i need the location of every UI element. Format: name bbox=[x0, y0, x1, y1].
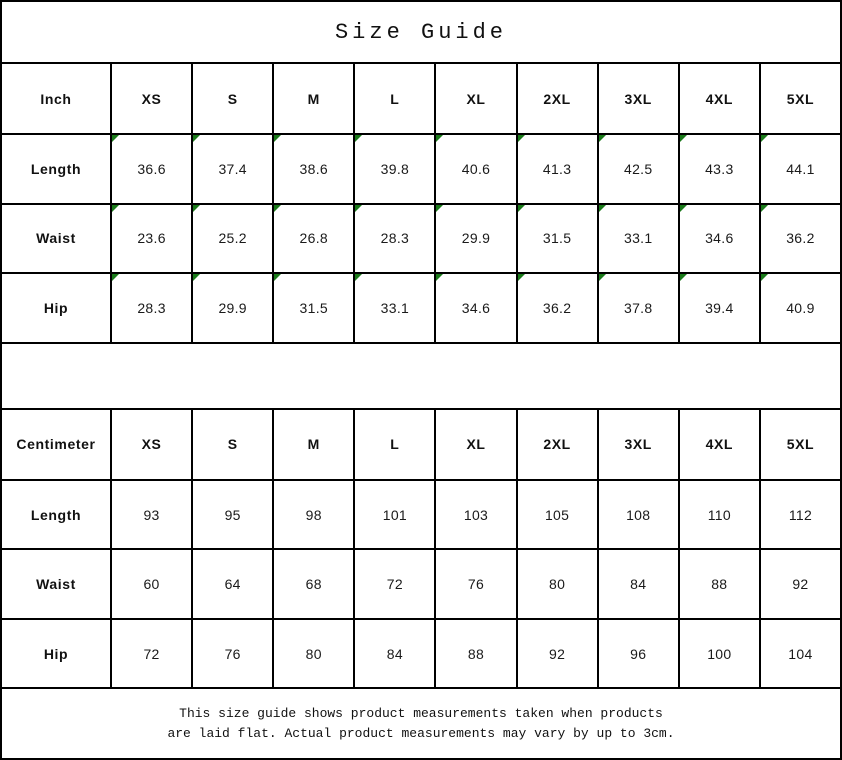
footer-note-line1: This size guide shows product measurements taken when products bbox=[179, 706, 663, 722]
cm-waist-value: 84 bbox=[598, 549, 679, 619]
size-header-4xl: 4XL bbox=[679, 409, 760, 480]
inch-waist-value: 28.3 bbox=[354, 204, 435, 274]
page-title: Size Guide bbox=[1, 1, 841, 63]
size-header-m: M bbox=[273, 409, 354, 480]
cm-length-value: 105 bbox=[517, 480, 598, 550]
inch-hip-value: 40.9 bbox=[760, 273, 841, 343]
cm-hip-row bbox=[1, 619, 841, 689]
inch-length-value: 36.6 bbox=[111, 134, 192, 204]
title-row bbox=[1, 1, 841, 63]
inch-waist-value: 29.9 bbox=[435, 204, 516, 274]
cm-header-row bbox=[1, 409, 841, 480]
inch-length-value: 41.3 bbox=[517, 134, 598, 204]
size-header-m: M bbox=[273, 63, 354, 134]
inch-unit-header: Inch bbox=[1, 63, 111, 134]
row-label-length: Length bbox=[1, 480, 111, 550]
cm-hip-value: 88 bbox=[435, 619, 516, 689]
cm-waist-value: 92 bbox=[760, 549, 841, 619]
cm-hip-value: 92 bbox=[517, 619, 598, 689]
cm-waist-value: 64 bbox=[192, 549, 273, 619]
footer-note bbox=[1, 688, 841, 759]
cm-waist-value: 88 bbox=[679, 549, 760, 619]
inch-waist-value: 36.2 bbox=[760, 204, 841, 274]
size-header-2xl: 2XL bbox=[517, 63, 598, 134]
inch-length-value: 40.6 bbox=[435, 134, 516, 204]
inch-length-value: 37.4 bbox=[192, 134, 273, 204]
inch-hip-value: 31.5 bbox=[273, 273, 354, 343]
cm-hip-value: 96 bbox=[598, 619, 679, 689]
row-label-hip: Hip bbox=[1, 619, 111, 689]
inch-waist-value: 33.1 bbox=[598, 204, 679, 274]
cm-hip-value: 76 bbox=[192, 619, 273, 689]
size-header-3xl: 3XL bbox=[598, 409, 679, 480]
spacer-row bbox=[1, 343, 841, 410]
cm-waist-value: 60 bbox=[111, 549, 192, 619]
inch-header-row bbox=[1, 63, 841, 134]
cm-length-row bbox=[1, 480, 841, 550]
cm-length-value: 98 bbox=[273, 480, 354, 550]
inch-length-value: 43.3 bbox=[679, 134, 760, 204]
size-header-l: L bbox=[354, 63, 435, 134]
cm-length-value: 112 bbox=[760, 480, 841, 550]
cm-length-value: 93 bbox=[111, 480, 192, 550]
inch-length-value: 42.5 bbox=[598, 134, 679, 204]
inch-length-value: 44.1 bbox=[760, 134, 841, 204]
inch-waist-value: 23.6 bbox=[111, 204, 192, 274]
cm-waist-row bbox=[1, 549, 841, 619]
size-header-4xl: 4XL bbox=[679, 63, 760, 134]
cm-unit-header: Centimeter bbox=[1, 409, 111, 480]
cm-length-value: 95 bbox=[192, 480, 273, 550]
cm-hip-value: 100 bbox=[679, 619, 760, 689]
size-header-s: S bbox=[192, 409, 273, 480]
cm-waist-value: 76 bbox=[435, 549, 516, 619]
cm-length-value: 108 bbox=[598, 480, 679, 550]
inch-length-value: 38.6 bbox=[273, 134, 354, 204]
cm-waist-value: 68 bbox=[273, 549, 354, 619]
inch-hip-value: 28.3 bbox=[111, 273, 192, 343]
footer-note-line2: are laid flat. Actual product measurements may vary by up to 3cm. bbox=[167, 725, 675, 741]
inch-hip-value: 36.2 bbox=[517, 273, 598, 343]
inch-waist-row bbox=[1, 204, 841, 274]
inch-hip-value: 29.9 bbox=[192, 273, 273, 343]
cm-waist-value: 72 bbox=[354, 549, 435, 619]
cm-length-value: 101 bbox=[354, 480, 435, 550]
size-header-5xl: 5XL bbox=[760, 409, 841, 480]
cm-length-value: 110 bbox=[679, 480, 760, 550]
inch-waist-value: 34.6 bbox=[679, 204, 760, 274]
inch-hip-value: 34.6 bbox=[435, 273, 516, 343]
size-header-l: L bbox=[354, 409, 435, 480]
cm-hip-value: 104 bbox=[760, 619, 841, 689]
cm-waist-value: 80 bbox=[517, 549, 598, 619]
size-header-5xl: 5XL bbox=[760, 63, 841, 134]
row-label-waist: Waist bbox=[1, 204, 111, 274]
cm-hip-value: 80 bbox=[273, 619, 354, 689]
row-label-hip: Hip bbox=[1, 273, 111, 343]
inch-length-value: 39.8 bbox=[354, 134, 435, 204]
inch-length-row bbox=[1, 134, 841, 204]
inch-waist-value: 25.2 bbox=[192, 204, 273, 274]
inch-waist-value: 26.8 bbox=[273, 204, 354, 274]
inch-hip-value: 39.4 bbox=[679, 273, 760, 343]
row-label-waist: Waist bbox=[1, 549, 111, 619]
size-header-xs: XS bbox=[111, 409, 192, 480]
inch-hip-value: 33.1 bbox=[354, 273, 435, 343]
inch-waist-value: 31.5 bbox=[517, 204, 598, 274]
footer-row bbox=[1, 688, 841, 759]
inch-hip-value: 37.8 bbox=[598, 273, 679, 343]
row-label-length: Length bbox=[1, 134, 111, 204]
cm-hip-value: 72 bbox=[111, 619, 192, 689]
spacer-cell bbox=[1, 343, 841, 410]
size-header-2xl: 2XL bbox=[517, 409, 598, 480]
cm-hip-value: 84 bbox=[354, 619, 435, 689]
size-header-xs: XS bbox=[111, 63, 192, 134]
inch-hip-row bbox=[1, 273, 841, 343]
cm-length-value: 103 bbox=[435, 480, 516, 550]
size-header-xl: XL bbox=[435, 409, 516, 480]
size-header-xl: XL bbox=[435, 63, 516, 134]
size-header-s: S bbox=[192, 63, 273, 134]
size-header-3xl: 3XL bbox=[598, 63, 679, 134]
